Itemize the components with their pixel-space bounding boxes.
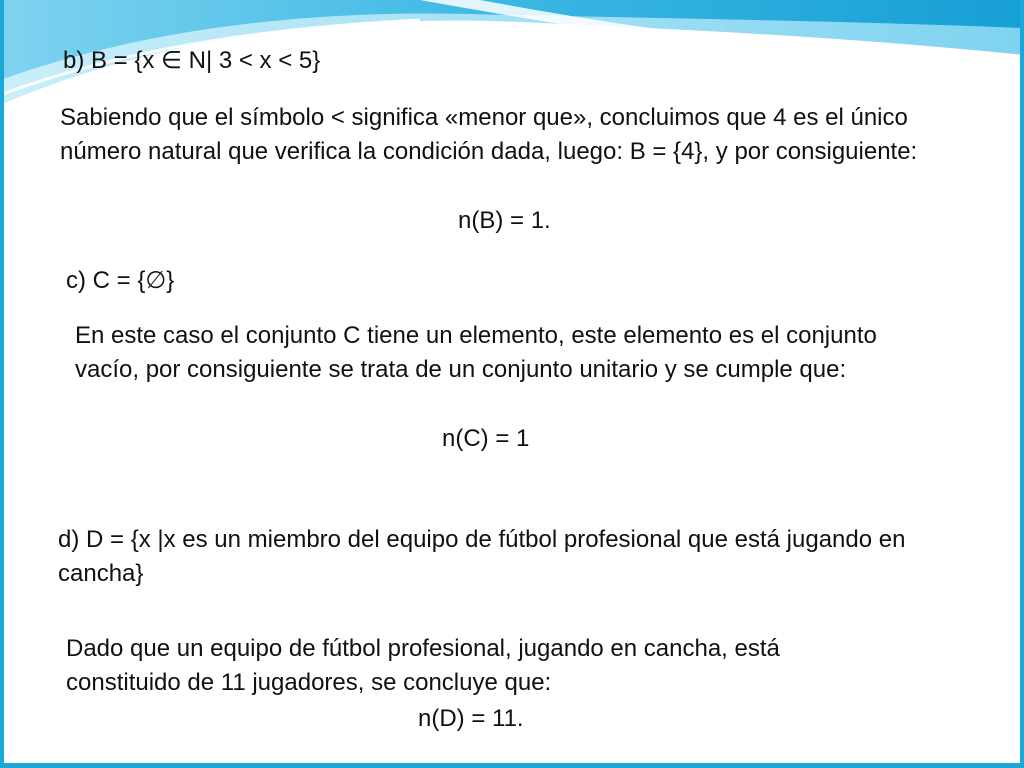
section-b-formula: n(B) = 1. bbox=[458, 207, 551, 234]
section-c-paragraph: En este caso el conjunto C tiene un elemento, este elemento es el conjunto vacío, por consiguiente se trata de un conjunto unitario y se cumple que: bbox=[75, 322, 877, 383]
section-c-heading: c) C = {∅} bbox=[66, 267, 175, 294]
section-b-paragraph: Sabiendo que el símbolo < significa «menor que», concluimos que 4 es el único número natural que verifica la condición dada, luego: B = {4}, y por consiguiente: bbox=[60, 104, 918, 165]
section-d-paragraph: Dado que un equipo de fútbol profesional, jugando en cancha, está constituido de 11 jugadores, se concluye que: bbox=[66, 635, 780, 696]
left-border bbox=[0, 0, 4, 768]
section-d-formula: n(D) = 11. bbox=[418, 705, 524, 732]
right-border bbox=[1020, 0, 1024, 768]
section-c-formula: n(C) = 1 bbox=[442, 425, 530, 452]
section-b-heading: b) B = {x ∈ N| 3 < x < 5} bbox=[63, 47, 321, 74]
bottom-border bbox=[0, 763, 1024, 768]
section-d-heading: d) D = {x |x es un miembro del equipo de fútbol profesional que está jugando en cancha} bbox=[58, 526, 906, 587]
